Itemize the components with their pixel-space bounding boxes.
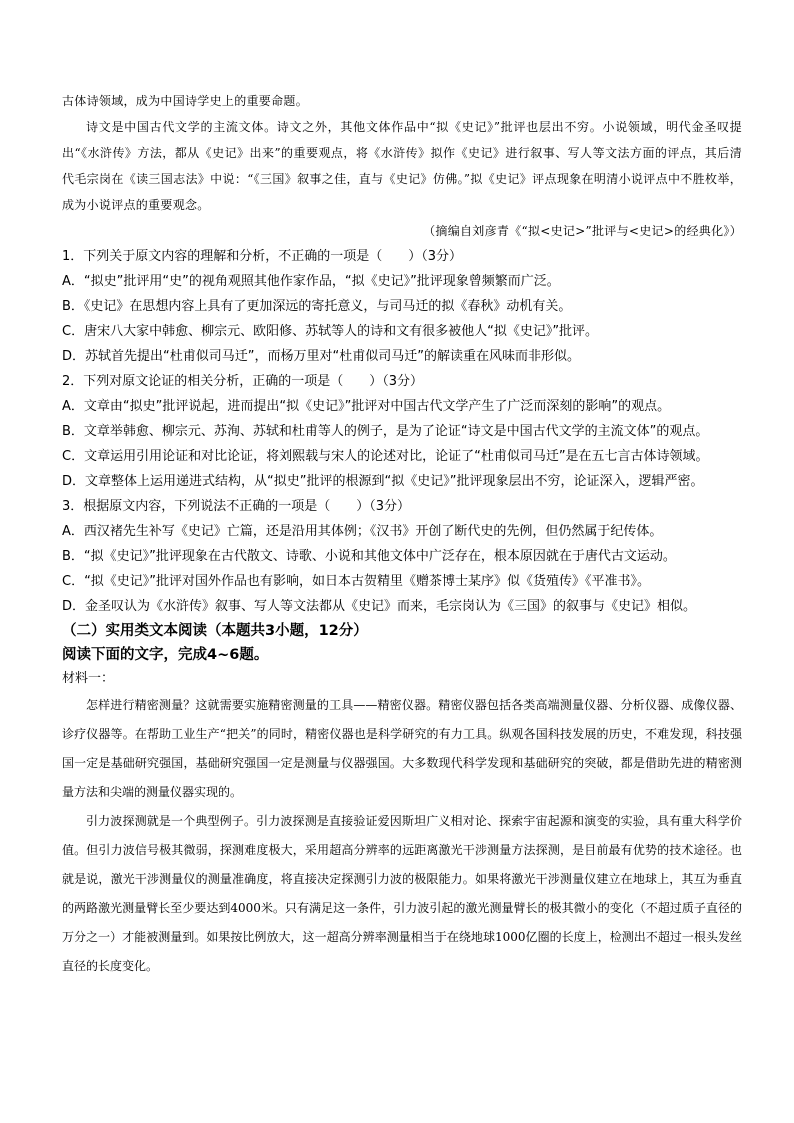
question-option: B．文章举韩愈、柳宗元、苏洵、苏轼和杜甫等人的例子，是为了论证“诗文是中国古代文学的主流文体”的观点。: [62, 424, 709, 439]
question-option: C．文章运用引用论证和对比论证，将刘熙载与宋人的论述对比，论证了“杜甫似司马迁”是在五七言古体诗领域。: [62, 449, 709, 464]
question-option: D．文章整体上运用递进式结构，从“拟史”批评的根源到“拟《史记》”批评现象层出不穷，论证深入，逻辑严密。: [62, 474, 704, 489]
question-option: A．“拟史”批评用“史”的视角观照其他作家作品，“拟《史记》”批评现象曾频繁而广泛。: [62, 274, 560, 289]
section-instruction: 阅读下面的文字，完成4~6题。: [62, 647, 269, 663]
document-page: [62, 88, 742, 981]
passage-line: 古体诗领域，成为中国诗学史上的重要命题。: [62, 94, 309, 108]
question-option: D．苏轼首先提出“杜甫似司马迁”，而杨万里对“杜甫似司马迁”的解读重在风味而非形似。: [62, 349, 580, 364]
passage-paragraph: 诗文是中国古代文学的主流文体。诗文之外，其他文体作品中“拟《史记》”批评也层出不穷。小说领域，明代金圣叹提出“《水浒传》方法，都从《史记》出来”的重要观点，将《水浒传》拟作《史记》进行叙事、写人等文法方面的评点，其后清代毛宗岗在《读三国志法》中说：“《三国》叙事之佳，直与《史记》仿佛。”拟《史记》评点现象在明清小说评点中不胜枚举，成为小说评点的重要观念。: [62, 120, 742, 212]
material-paragraph: 引力波探测就是一个典型例子。引力波探测是直接验证爱因斯坦广义相对论、探索宇宙起源和演变的实验，具有重大科学价值。但引力波信号极其微弱，探测难度极大，采用超高分辨率的远距离激光干涉测量方法探测，是目前最有优势的技术途径。也就是说，激光干涉测量仪的测量准确度，将直接决定探测引力波的极限能力。如果将激光干涉测量仪建立在地球上，其互为垂直的两路激光测量臂长至少要达到4000米。只有满足这一条件，引力波引起的激光测量臂长的极其微小的变化（不超过质子直径的万分之一）才能被测量到。如果按比例放大，这一超高分辨率测量相当于在绕地球1000亿圈的长度上，检测出不超过一根头发丝直径的长度变化。: [62, 814, 742, 973]
question-stem: 3．根据原文内容，下列说法不正确的一项是（ ）（3分）: [62, 499, 411, 514]
material-label: 材料一：: [62, 671, 115, 686]
question-option: A．西汉褚先生补写《史记》亡篇，还是沿用其体例；《汉书》开创了断代史的先例，但仍然属于纪传体。: [62, 524, 663, 539]
question-stem: 1．下列关于原文内容的理解和分析，不正确的一项是（ ）（3分）: [62, 249, 463, 264]
question-option: B．《史记》在思想内容上具有了更加深远的寄托意义，与司马迁的拟《春秋》动机有关。: [62, 299, 572, 314]
question-stem: 2．下列对原文论证的相关分析，正确的一项是（ ）（3分）: [62, 374, 424, 389]
question-block: [62, 244, 742, 619]
question-option: C．“拟《史记》”批评对国外作品也有影响，如日本古贺精里《赠茶博士某序》似《货殖传》《平准书》。: [62, 574, 651, 589]
passage-source: （摘编自刘彦青《“拟<史记>”批评与<史记>的经典化》）: [423, 224, 742, 238]
question-option: D．金圣叹认为《水浒传》叙事、写人等文法都从《史记》而来，毛宗岗认为《三国》的叙事与《史记》相似。: [62, 599, 697, 614]
section-heading: （二）实用类文本阅读（本题共3小题，12分）: [62, 623, 368, 639]
passage-one: [62, 88, 742, 244]
question-option: B．“拟《史记》”批评现象在古代散文、诗歌、小说和其他文体中广泛存在，根本原因就在于唐代古文运动。: [62, 549, 676, 564]
material-paragraph: 怎样进行精密测量？这就需要实施精密测量的工具——精密仪器。精密仪器包括各类高端测量仪器、分析仪器、成像仪器、诊疗仪器等。在帮助工业生产“把关”的同时，精密仪器也是科学研究的有力工具。纵观各国科技发展的历史，不难发现，科技强国一定是基础研究强国，基础研究强国一定是测量与仪器强国。大多数现代科学发现和基础研究的突破，都是借助先进的精密测量方法和尖端的测量仪器实现的。: [62, 698, 742, 799]
question-option: A．文章由“拟史”批评说起，进而提出“拟《史记》”批评对中国古代文学产生了广泛而深刻的影响”的观点。: [62, 399, 671, 414]
material-one: [62, 691, 742, 981]
question-option: C．唐宋八大家中韩愈、柳宗元、欧阳修、苏轼等人的诗和文有很多被他人“拟《史记》”批评。: [62, 324, 599, 339]
